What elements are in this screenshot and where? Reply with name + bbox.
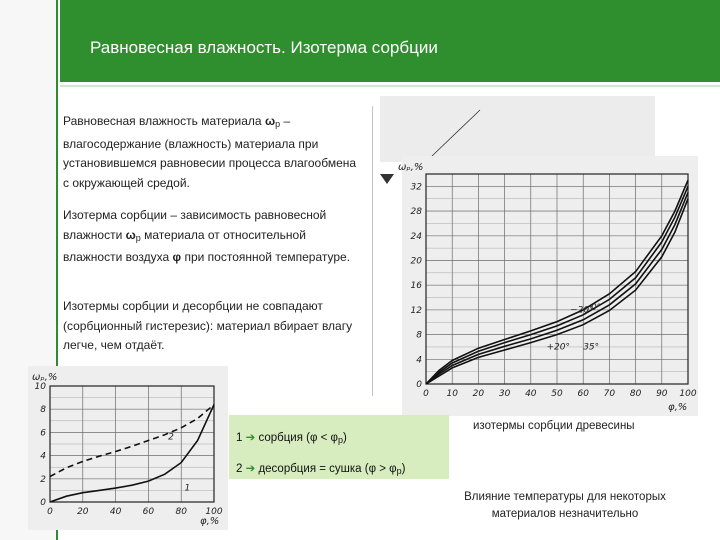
y-tick-label: 32 — [410, 182, 422, 193]
x-tick-label: 60 — [142, 507, 155, 517]
x-tick-label: 0 — [47, 507, 53, 517]
x-tick-label: 100 — [679, 389, 697, 399]
slide-header — [60, 0, 720, 85]
temperature-caption: Влияние температуры для некоторых материалов незначительно — [464, 491, 666, 520]
x-axis-label: φ,% — [668, 402, 688, 413]
definition-lead: Равновесная влажность материала — [63, 114, 265, 128]
y-tick-label: 20 — [410, 256, 422, 267]
x-tick-label: 0 — [423, 389, 429, 399]
omega-subscript: р — [275, 119, 281, 129]
x-axis-label: φ,% — [200, 516, 220, 527]
slide-title: Равновесная влажность. Изотерма сорбции — [90, 38, 438, 57]
sorption-desorption-chart — [28, 366, 228, 530]
legend-number: 1 — [236, 432, 243, 444]
x-tick-label: 80 — [629, 389, 642, 399]
wood-isotherm-caption: изотермы сорбции древесины — [473, 420, 635, 432]
hysteresis-paragraph — [63, 297, 363, 356]
wood-isotherm-chart — [372, 96, 706, 418]
x-tick-label: 20 — [472, 389, 485, 399]
y-tick-label: 28 — [410, 207, 422, 218]
x-tick-label: 80 — [175, 507, 187, 517]
legend-text: сорбция ( — [255, 432, 310, 444]
y-tick-label: 12 — [410, 305, 422, 316]
isotherm-text-c: при постоянной температуре. — [181, 250, 351, 264]
isotherm-text-b: материала от относительной влажности воздуха — [63, 227, 306, 264]
arrow-right-icon: ➔ — [245, 432, 256, 444]
legend-close: ) — [343, 432, 347, 444]
y-tick-label: 4 — [40, 451, 46, 462]
x-tick-label: 100 — [205, 507, 223, 517]
isotherm-paragraph — [63, 206, 363, 268]
arrow-right-icon: ➔ — [245, 463, 256, 475]
sorption-limit-arrow-icon — [380, 174, 394, 184]
legend-subscript: р — [338, 435, 344, 445]
chart-header-shade — [380, 96, 655, 162]
definition-dash: – — [280, 114, 291, 128]
legend-sorption — [236, 430, 347, 445]
y-tick-label: 8 — [416, 330, 422, 341]
omega-symbol: ω — [125, 227, 136, 242]
y-axis-label: ωₚ,% — [32, 372, 58, 383]
legend-desorption — [236, 461, 405, 476]
definition-text: влагосодержание (влажность) материала при установившемся равновесии процесса влагообмена с окружающей средой. — [63, 136, 357, 190]
omega-symbol: ω — [264, 114, 276, 128]
y-axis-label: ωₚ,% — [398, 162, 424, 173]
x-tick-label: 10 — [446, 389, 458, 399]
temperature-label: −20° — [570, 305, 594, 316]
legend-math: φ > φ — [368, 463, 397, 475]
omega-subscript: р — [135, 232, 141, 243]
definition-paragraph — [63, 112, 363, 193]
x-tick-label: 30 — [498, 389, 511, 399]
temperature-label: 0° — [591, 302, 602, 313]
y-tick-label: 8 — [40, 405, 46, 416]
x-tick-label: 40 — [525, 389, 537, 399]
x-tick-label: 40 — [109, 507, 122, 517]
y-tick-label: 0 — [416, 380, 422, 390]
y-tick-label: 0 — [40, 498, 46, 508]
series-label: 2 — [168, 432, 174, 443]
chart-background — [402, 156, 698, 416]
isotherm-term: Изотерма сорбции — [63, 208, 168, 222]
x-tick-label: 20 — [77, 507, 89, 517]
temperature-label: 35° — [583, 342, 600, 353]
phi-symbol: φ — [172, 250, 182, 264]
x-tick-label: 70 — [603, 389, 616, 399]
series-label: 1 — [184, 483, 191, 494]
y-tick-label: 10 — [34, 382, 46, 392]
isotherm-text-a: – зависимость равновесной влажности — [63, 208, 327, 242]
y-tick-label: 4 — [416, 355, 422, 366]
x-tick-label: 60 — [577, 389, 589, 399]
x-tick-label: 50 — [551, 389, 563, 399]
y-tick-label: 6 — [40, 428, 46, 439]
y-tick-label: 16 — [410, 281, 422, 292]
y-tick-label: 24 — [410, 231, 422, 242]
hysteresis-text: Изотермы сорбции и десорбции не совпадают (сорбционный гистерезис): материал вбирает влагу легче, чем отдаёт. — [63, 299, 353, 352]
legend-text: десорбция = сушка ( — [255, 463, 369, 475]
y-tick-label: 2 — [40, 474, 46, 485]
legend-number: 2 — [236, 463, 243, 475]
legend-subscript: р — [396, 466, 402, 476]
legend-close: ) — [401, 463, 406, 475]
x-tick-label: 90 — [656, 389, 668, 399]
temperature-label: +20° — [546, 342, 571, 353]
legend-math: φ < φ — [309, 432, 338, 444]
